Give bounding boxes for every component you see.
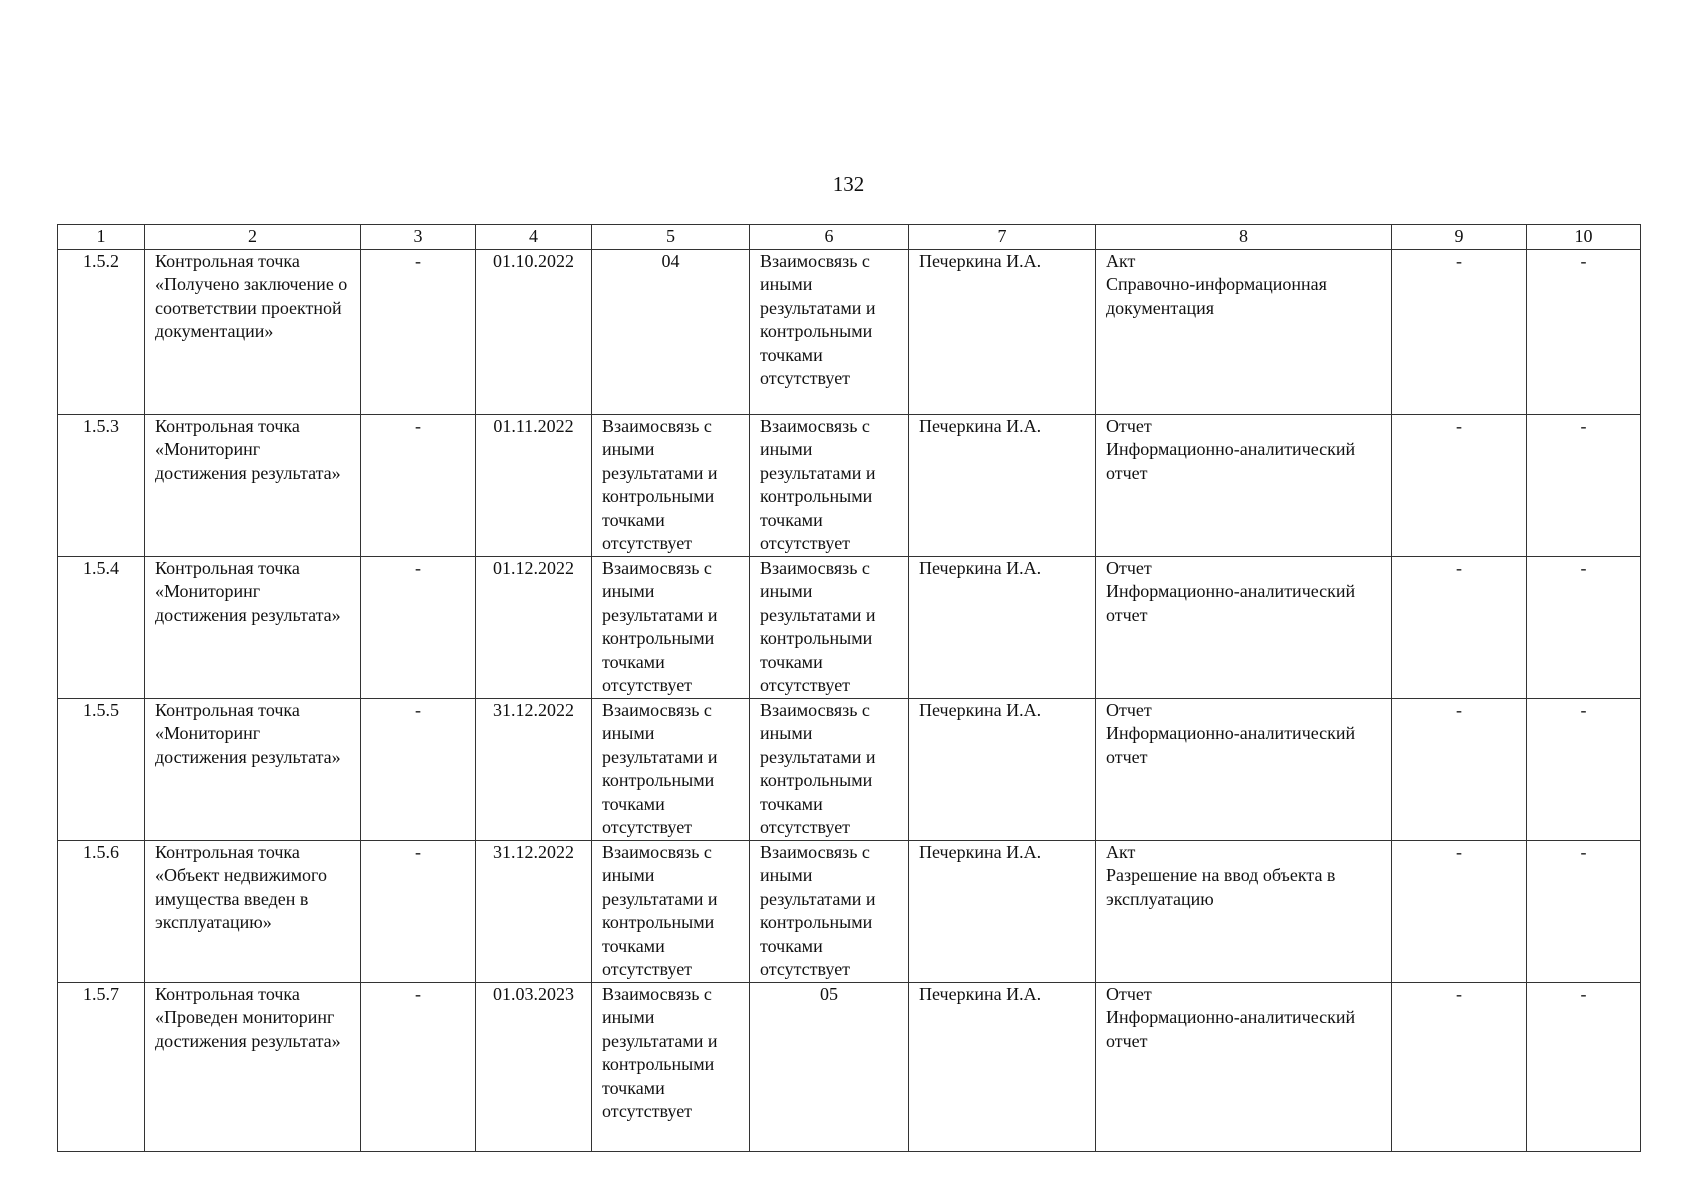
control-point-name: Контрольная точка «Получено заключение о соответствии проектной документации» [145,249,361,414]
column-3-value: - [361,414,476,556]
document-type: Отчет [1106,415,1152,436]
column-header: 3 [361,225,476,250]
due-date: 31.12.2022 [476,698,592,840]
column-10-value: - [1527,698,1641,840]
document-type: Отчет [1106,557,1152,578]
table-row [58,698,1641,840]
due-date: 01.03.2023 [476,982,592,1151]
column-3-value: - [361,249,476,414]
column-6-value: Взаимосвязь с иными результатами и контрольными точками отсутствует [750,556,909,698]
document-description: Информационно-аналитический отчет [1106,581,1356,625]
responsible-person: Печеркина И.А. [909,556,1096,698]
responsible-person: Печеркина И.А. [909,840,1096,982]
column-9-value: - [1392,414,1527,556]
row-number: 1.5.6 [58,840,145,982]
responsible-person: Печеркина И.А. [909,698,1096,840]
column-6-value: 05 [750,982,909,1151]
due-date: 01.11.2022 [476,414,592,556]
row-number: 1.5.2 [58,249,145,414]
document-cell [1096,249,1392,414]
table-row [58,982,1641,1151]
column-10-value: - [1527,982,1641,1151]
responsible-person: Печеркина И.А. [909,249,1096,414]
document-cell [1096,556,1392,698]
due-date: 01.12.2022 [476,556,592,698]
column-header: 5 [592,225,750,250]
column-header: 8 [1096,225,1392,250]
row-number: 1.5.3 [58,414,145,556]
column-10-value: - [1527,556,1641,698]
document-description: Информационно-аналитический отчет [1106,1007,1356,1051]
table-row [58,414,1641,556]
column-header: 10 [1527,225,1641,250]
column-9-value: - [1392,698,1527,840]
column-5-value: Взаимосвязь с иными результатами и контрольными точками отсутствует [592,982,750,1151]
column-header: 2 [145,225,361,250]
document-type: Акт [1106,250,1136,271]
column-header: 9 [1392,225,1527,250]
document-cell [1096,414,1392,556]
control-point-name: Контрольная точка «Мониторинг достижения результата» [145,556,361,698]
column-5-value: Взаимосвязь с иными результатами и контрольными точками отсутствует [592,414,750,556]
row-number: 1.5.4 [58,556,145,698]
column-6-value: Взаимосвязь с иными результатами и контрольными точками отсутствует [750,698,909,840]
control-point-name: Контрольная точка «Мониторинг достижения результата» [145,698,361,840]
column-9-value: - [1392,982,1527,1151]
column-5-value: Взаимосвязь с иными результатами и контрольными точками отсутствует [592,698,750,840]
control-point-name: Контрольная точка «Проведен мониторинг достижения результата» [145,982,361,1151]
responsible-person: Печеркина И.А. [909,982,1096,1151]
document-type: Акт [1106,841,1136,862]
row-number: 1.5.5 [58,698,145,840]
due-date: 01.10.2022 [476,249,592,414]
column-header: 6 [750,225,909,250]
control-points-table [57,224,1641,1152]
column-6-value: Взаимосвязь с иными результатами и контрольными точками отсутствует [750,414,909,556]
column-10-value: - [1527,840,1641,982]
control-point-name: Контрольная точка «Мониторинг достижения результата» [145,414,361,556]
document-type: Отчет [1106,983,1152,1004]
document-description: Информационно-аналитический отчет [1106,439,1356,483]
column-5-value: 04 [592,249,750,414]
header-row [58,225,1641,250]
column-3-value: - [361,698,476,840]
document-description: Справочно-информационная документация [1106,274,1327,318]
column-9-value: - [1392,556,1527,698]
column-header: 4 [476,225,592,250]
column-9-value: - [1392,840,1527,982]
table-row [58,556,1641,698]
column-10-value: - [1527,249,1641,414]
document-description: Информационно-аналитический отчет [1106,723,1356,767]
responsible-person: Печеркина И.А. [909,414,1096,556]
column-5-value: Взаимосвязь с иными результатами и контрольными точками отсутствует [592,840,750,982]
column-10-value: - [1527,414,1641,556]
document-description: Разрешение на ввод объекта в эксплуатацию [1106,865,1336,909]
document-type: Отчет [1106,699,1152,720]
column-6-value: Взаимосвязь с иными результатами и контрольными точками отсутствует [750,840,909,982]
due-date: 31.12.2022 [476,840,592,982]
column-3-value: - [361,982,476,1151]
document-cell [1096,698,1392,840]
table-row [58,840,1641,982]
control-point-name: Контрольная точка «Объект недвижимого имущества введен в эксплуатацию» [145,840,361,982]
column-header: 1 [58,225,145,250]
page-number: 132 [832,172,865,196]
row-number: 1.5.7 [58,982,145,1151]
column-header: 7 [909,225,1096,250]
column-6-value: Взаимосвязь с иными результатами и контрольными точками отсутствует [750,249,909,414]
column-3-value: - [361,556,476,698]
document-cell [1096,840,1392,982]
document-cell [1096,982,1392,1151]
column-9-value: - [1392,249,1527,414]
column-5-value: Взаимосвязь с иными результатами и контрольными точками отсутствует [592,556,750,698]
table-row [58,249,1641,414]
column-3-value: - [361,840,476,982]
